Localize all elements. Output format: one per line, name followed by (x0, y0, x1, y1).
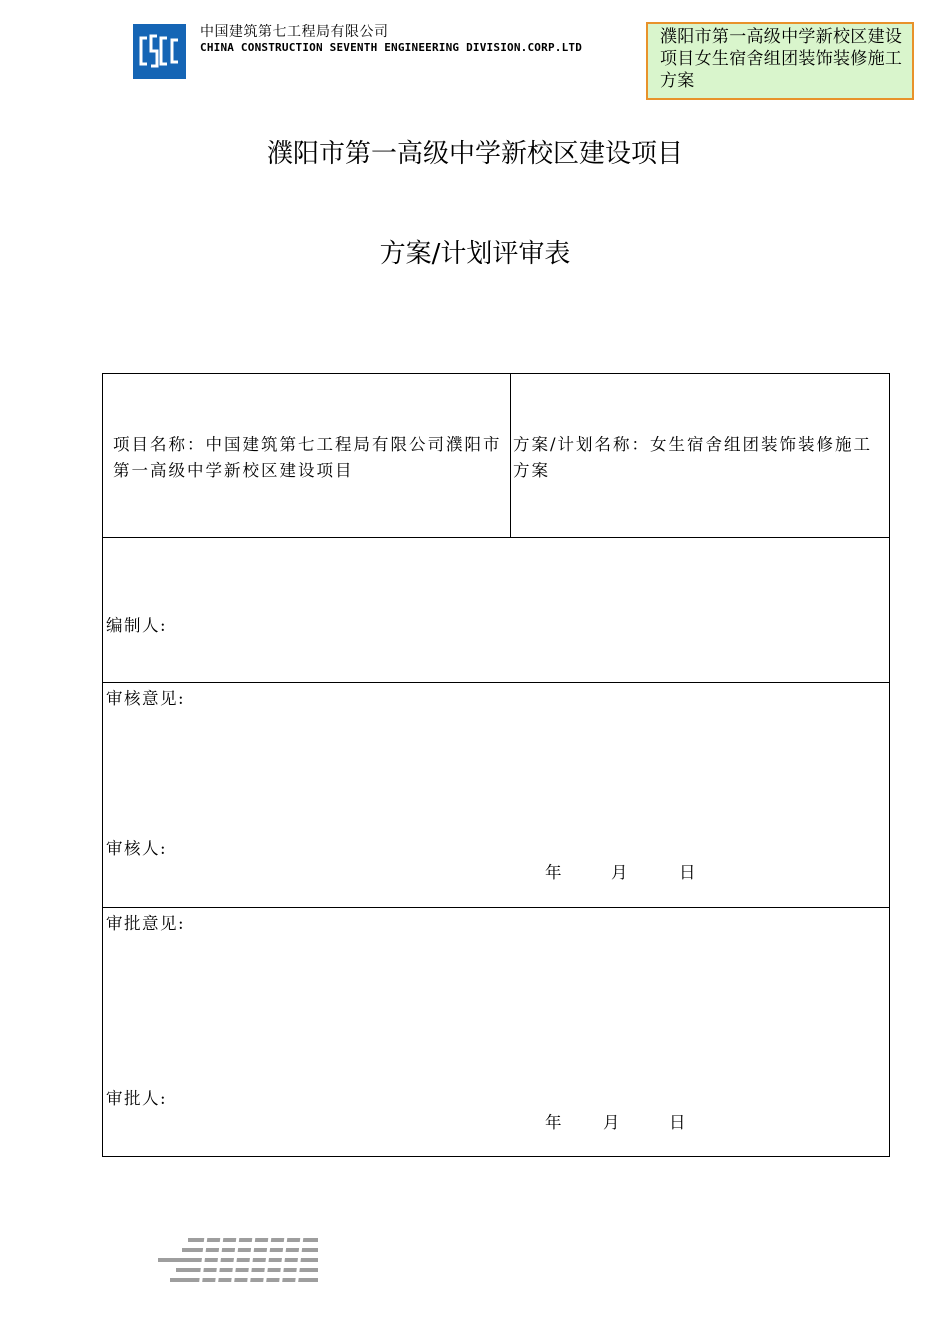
review-date-month: 月 (611, 863, 628, 882)
approval-date-month: 月 (603, 1113, 620, 1132)
project-name-cell: 项目名称：中国建筑第七工程局有限公司濮阳市第一高级中学新校区建设项目 (113, 435, 502, 480)
review-form-table (102, 373, 890, 1157)
form-title: 方案/计划评审表 (379, 239, 571, 269)
project-title-box: 濮阳市第一高级中学新校区建设项目女生宿舍组团装饰装修施工方案 (646, 22, 914, 100)
company-name-en: CHINA CONSTRUCTION SEVENTH ENGINEERING DIVISION.CORP.LTD (200, 41, 583, 54)
review-date-day: 日 (679, 863, 696, 882)
plan-name-cell: 方案/计划名称：女生宿舍组团装饰装修施工方案 (513, 435, 873, 480)
cscec-stripe-logo-icon (158, 1236, 320, 1288)
approval-date-year: 年 (545, 1113, 562, 1132)
review-date-year: 年 (545, 863, 562, 882)
review-opinion-label: 审核意见: (106, 689, 186, 708)
page-title: 濮阳市第一高级中学新校区建设项目 (266, 139, 683, 169)
row-divider (103, 537, 889, 538)
cscec-logo-icon (133, 24, 186, 79)
row-divider (103, 907, 889, 908)
approval-date-day: 日 (669, 1113, 686, 1132)
row-divider (103, 682, 889, 683)
reviewer-label: 审核人: (106, 839, 168, 858)
approver-label: 审批人: (106, 1089, 168, 1108)
compiler-label: 编制人: (106, 616, 168, 635)
approval-opinion-label: 审批意见: (106, 914, 186, 933)
company-name-cn: 中国建筑第七工程局有限公司 (200, 24, 389, 40)
